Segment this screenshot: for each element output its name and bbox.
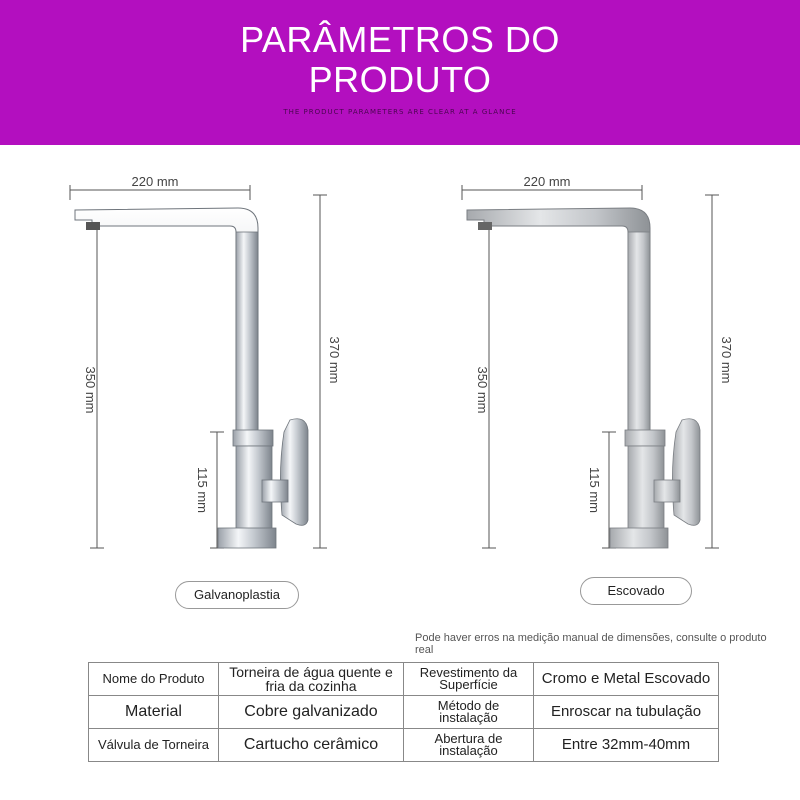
left-handle	[280, 419, 308, 526]
left-base	[218, 528, 276, 548]
title-line-2: PRODUTO	[308, 59, 492, 100]
right-width-dimension	[462, 174, 642, 200]
spec-label: Revestimento da Superfície	[404, 663, 534, 696]
right-spout	[467, 208, 650, 440]
spec-label: Material	[89, 696, 219, 729]
spec-value: Enroscar na tubulação	[534, 696, 719, 729]
right-total-height-dimension	[705, 195, 734, 548]
spec-label: Nome do Produto	[89, 663, 219, 696]
right-base-height-label: 115 mm	[587, 467, 602, 513]
left-spout	[75, 208, 258, 440]
left-finish-label: Galvanoplastia	[175, 581, 299, 609]
left-faucet	[70, 174, 342, 548]
right-handle-joint	[654, 480, 680, 502]
spec-value: Cartucho cerâmico	[219, 729, 404, 762]
right-height-dimension	[475, 230, 496, 548]
left-height-dimension	[83, 230, 104, 548]
left-handle-joint	[262, 480, 288, 502]
spec-table	[88, 662, 719, 762]
right-width-label: 220 mm	[523, 174, 571, 189]
table-row	[89, 663, 719, 696]
right-riser	[628, 232, 650, 442]
spec-value: Torneira de água quente e fria da cozinha	[219, 663, 404, 696]
spec-label: Abertura de instalação	[404, 729, 534, 762]
right-finish-label: Escovado	[580, 577, 692, 605]
right-height-label: 350 mm	[475, 366, 490, 414]
left-collar	[233, 430, 273, 446]
left-riser	[236, 232, 258, 442]
left-height-label: 350 mm	[83, 366, 98, 414]
spec-value: Cromo e Metal Escovado	[534, 663, 719, 696]
spec-value: Cobre galvanizado	[219, 696, 404, 729]
left-width-label: 220 mm	[131, 174, 179, 189]
spec-value: Entre 32mm-40mm	[534, 729, 719, 762]
left-total-height-dimension	[313, 195, 342, 548]
page-subtitle: THE PRODUCT PARAMETERS ARE CLEAR AT A GLANCE	[283, 108, 517, 116]
left-width-dimension	[70, 174, 250, 200]
measurement-note: Pode haver erros na medição manual de dimensões, consulte o produto real	[415, 632, 767, 656]
title-line-1: PARÂMETROS DO	[240, 19, 560, 60]
left-total-height-label: 370 mm	[327, 336, 342, 384]
spec-label: Método de instalação	[404, 696, 534, 729]
right-total-height-label: 370 mm	[719, 336, 734, 384]
right-faucet	[462, 174, 734, 548]
table-row	[89, 696, 719, 729]
right-handle	[672, 419, 700, 526]
right-aerator	[478, 222, 492, 230]
right-base	[610, 528, 668, 548]
left-base-height-label: 115 mm	[195, 467, 210, 513]
spec-label: Válvula de Torneira	[89, 729, 219, 762]
table-row	[89, 729, 719, 762]
left-aerator	[86, 222, 100, 230]
right-collar	[625, 430, 665, 446]
